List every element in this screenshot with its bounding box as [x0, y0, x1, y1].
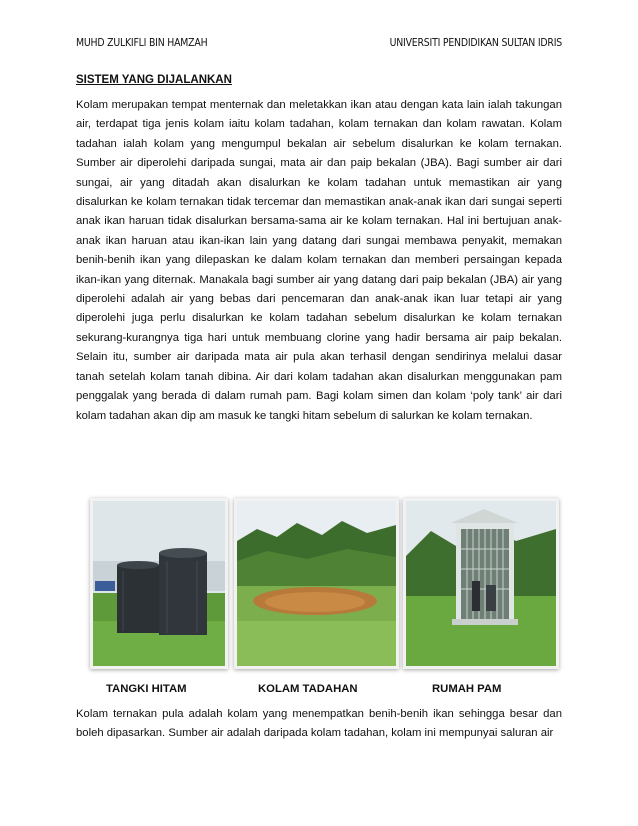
- paragraph-1: Kolam merupakan tempat menternak dan meletakkan ikan atau dengan kata lain ialah takungan air, terdapat tiga jenis kolam iaitu kolam tadahan, kolam ternakan dan kolam rawatan. Kolam tadahan ialah kolam yang mengumpul bekalan air sebelum disalurkan ke kolam ternakan. Sumber air diperolehi daripada sungai, mata air dan paip bekalan (JBA). Bagi sumber air dari sungai, air yang ditadah akan disalurkan ke kolam tadahan untuk memastikan air yang disalurkan ke kolam ternakan tidak tercemar dan memastikan anak-anak ikan dari sungai seperti anak ikan haruan tidak disalurkan bersama-sama air ke kolam ternakan. Hal ini bertujuan anak-anak ikan haruan atau ikan-ikan lain yang datang dari sungai membawa penyakit, memakan benih-benih ikan yang dilepaskan ke dalam kolam ternakan dan memberi persaingan kepada ikan-ikan yang diternak. Manakala bagi sumber air yang datang dari paip bekalan (JBA) air yang diperolehi adalah air yang bebas dari pencemaran dan anak-anak ikan luar tetapi air yang diperolehi juga perlu disalurkan ke kolam tadahan sebelum disalurkan ke kolam ternakan sekurang-kurangnya tiga hari untuk membuang clorine yang hadir bersama air paip bekalan. Selain itu, sumber air daripada mata air pula akan terhasil dengan sendirinya melalui dasar tanah setelah kolam tanah dibina. Air dari kolam tadahan akan disalurkan menggunakan pam penggalak yang berada di dalam rumah pam. Bagi kolam simen dan kolam ‘poly tank’ air dari kolam tadahan akan dip am masuk ke tangki hitam sebelum di salurkan ke kolam ternakan.: [76, 99, 562, 422]
- photo-black-tanks: [90, 498, 228, 669]
- author-name: MUHD ZULKIFLI BIN HAMZAH: [76, 37, 208, 49]
- section-title: SISTEM YANG DIJALANKAN: [76, 74, 232, 86]
- institution-name: UNIVERSITI PENDIDIKAN SULTAN IDRIS: [389, 37, 562, 49]
- photo-strip: [90, 498, 556, 668]
- caption-kolam-tadahan: KOLAM TADAHAN: [258, 683, 358, 695]
- page-header: [76, 37, 562, 49]
- caption-tangki-hitam: TANGKI HITAM: [106, 683, 187, 695]
- paragraph-2: Kolam ternakan pula adalah kolam yang menempatkan benih-benih ikan sehingga besar dan boleh dipasarkan. Sumber air adalah daripada kolam tadahan, kolam ini mempunyai saluran air: [76, 708, 562, 740]
- photo-pump-house: [403, 498, 559, 669]
- photo-catchment-pond: [234, 498, 399, 669]
- caption-rumah-pam: RUMAH PAM: [432, 683, 502, 695]
